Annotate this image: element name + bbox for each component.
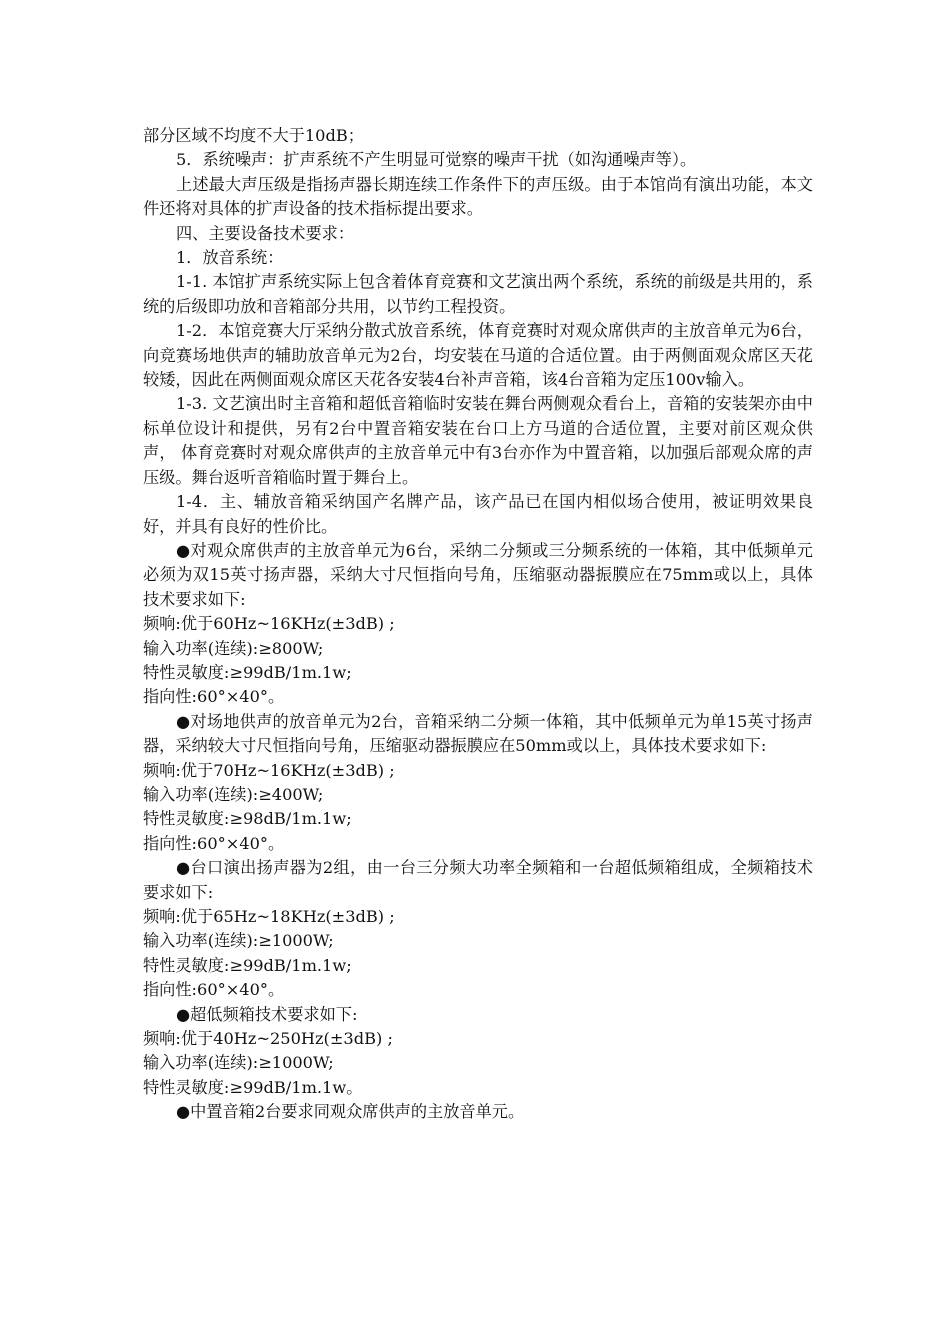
spec-line: 频响:优于40Hz~250Hz(±3dB) ; (143, 1029, 393, 1049)
bullet-center-speakers: ●中置音箱2台要求同观众席供声的主放音单元。 (176, 1102, 525, 1122)
paragraph-continued: 部分区域不均度不大于10dB； (143, 126, 364, 145)
spec-line: 指向性:60°×40°。 (143, 833, 285, 853)
spec-line: 特性灵敏度:≥99dB/1m.1w; (143, 955, 352, 975)
subheading-playback-system: 1．放音系统： (176, 248, 284, 268)
spec-line: 输入功率(连续):≥400W; (143, 784, 324, 804)
bullet-stage-speakers: ●台口演出扬声器为2组，由一台三分频大功率全频箱和一台超低频箱组成，全频箱技术要求如下: (143, 858, 813, 902)
section-heading-equipment: 四、主要设备技术要求： (176, 223, 355, 243)
spec-line: 频响:优于60Hz~16KHz(±3dB) ; (143, 614, 395, 634)
spec-line: 特性灵敏度:≥98dB/1m.1w; (143, 809, 352, 829)
paragraph-max-spl-note: 上述最大声压级是指扬声器长期连续工作条件下的声压级。由于本馆尚有演出功能，本文件还将对具体的扩声设备的技术指标提出要求。 (143, 174, 813, 219)
spec-line: 频响:优于70Hz~16KHz(±3dB) ; (143, 760, 395, 780)
spec-line: 输入功率(连续):≥800W; (143, 638, 324, 658)
document-page (143, 124, 813, 1125)
bullet-subwoofer: ●超低频箱技术要求如下: (176, 1004, 358, 1024)
spec-line: 特性灵敏度:≥99dB/1m.1w; (143, 662, 352, 682)
spec-line: 指向性:60°×40°。 (143, 687, 285, 707)
bullet-main-speakers: ●对观众席供声的主放音单元为6台，采纳二分频或三分频系统的一体箱，其中低频单元必须为双15英寸扬声器，采纳大寸尺恒指向号角，压缩驱动器振膜应在75mm或以上，具体技术要求如下: (143, 540, 813, 609)
bullet-field-speakers: ●对场地供声的放音单元为2台，音箱采纳二分频一体箱，其中低频单元为单15英寸扬声器，采纳较大寸尺恒指向号角，压缩驱动器振膜应在50mm或以上，具体技术要求如下: (143, 711, 813, 756)
paragraph-1-1: 1-1. 本馆扩声系统实际上包含着体育竞赛和文艺演出两个系统，系统的前级是共用的，系统的后级即功放和音箱部分共用，以节约工程投资。 (143, 272, 813, 316)
paragraph-1-4: 1-4．主、辅放音箱采纳国产名牌产品，该产品已在国内相似场合使用，被证明效果良好，并具有良好的性价比。 (143, 492, 813, 536)
paragraph-1-2: 1-2．本馆竞赛大厅采纳分散式放音系统，体育竞赛时对观众席供声的主放音单元为6台，向竞赛场地供声的辅助放音单元为2台，均安装在马道的合适位置。由于两侧面观众席区天花较矮，因此在两侧面观众席区天花各安装4台补声音箱，该4台音箱为定压100v输入。 (143, 321, 813, 390)
spec-line: 特性灵敏度:≥99dB/1m.1w。 (143, 1077, 363, 1097)
spec-line: 频响:优于65Hz~18KHz(±3dB) ; (143, 907, 395, 926)
paragraph-1-3: 1-3. 文艺演出时主音箱和超低音箱临时安装在舞台两侧观众看台上，音箱的安装架亦由中标单位设计和提供，另有2台中置音箱安装在台口上方马道的合适位置，主要对前区观众供声， 体育竞赛时对观众席供声的主放音单元中有3台亦作为中置音箱，以加强后部观众席的声压级。舞台返听音箱临时置于舞台上。 (143, 394, 813, 487)
spec-line: 指向性:60°×40°。 (143, 980, 285, 1000)
spec-line: 输入功率(连续):≥1000W; (143, 931, 334, 951)
paragraph-system-noise: 5．系统噪声：扩声系统不产生明显可觉察的噪声干扰（如沟通噪声等）。 (176, 150, 697, 170)
spec-line: 输入功率(连续):≥1000W; (143, 1053, 334, 1073)
